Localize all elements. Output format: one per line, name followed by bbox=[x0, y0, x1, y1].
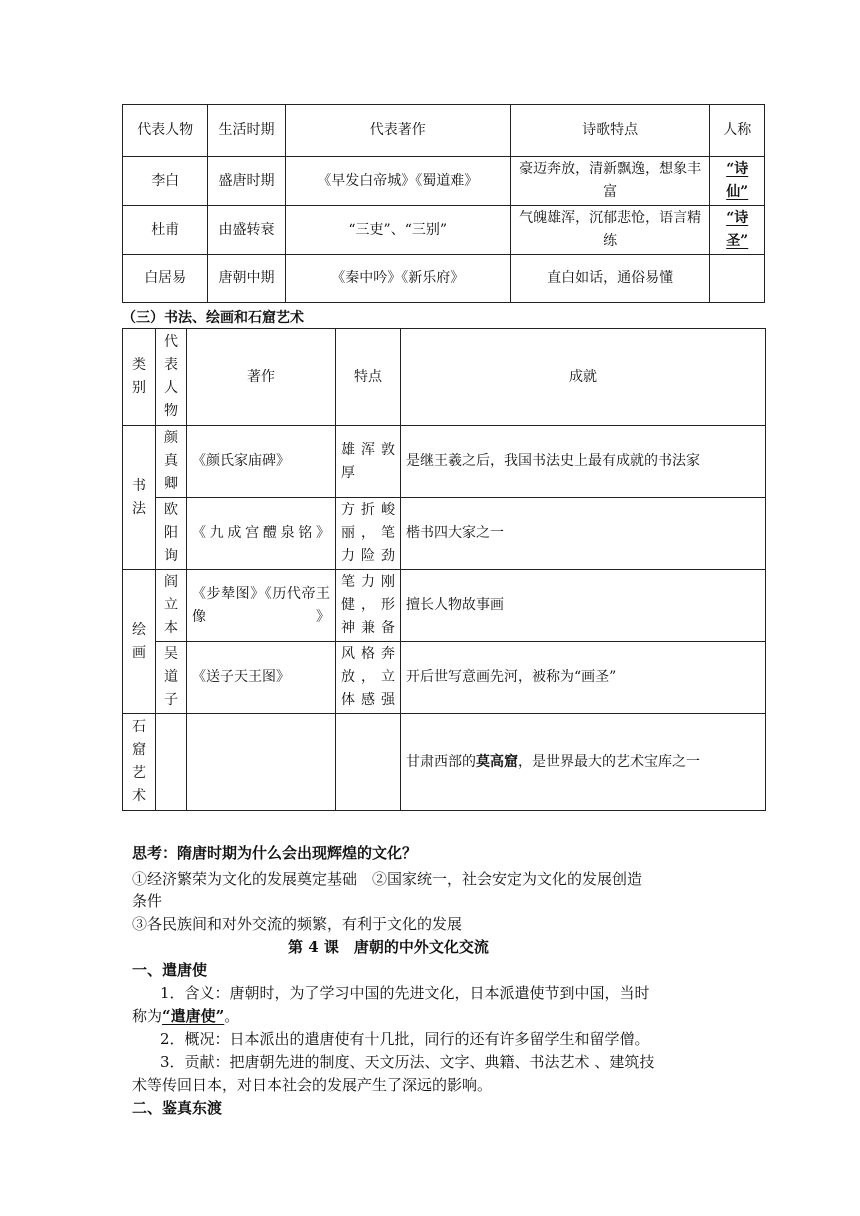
category-calligraphy: 书法 bbox=[123, 426, 156, 570]
poet-title: “诗仙” bbox=[710, 157, 765, 206]
paragraph: 3．贡献：把唐朝先进的制度、天文历法、文字、典籍、书法艺术 、建筑技 bbox=[160, 1053, 655, 1071]
art-feature: 雄浑敦厚 bbox=[336, 426, 401, 498]
header-achievement: 成就 bbox=[401, 329, 766, 426]
category-grotto: 石窟艺术 bbox=[123, 714, 156, 811]
poet-feature: 豪迈奔放，清新飘逸，想象丰富 bbox=[510, 157, 710, 206]
poet-works: 《早发白帝城》《蜀道难》 bbox=[285, 157, 510, 206]
section-heading: （三）书法、绘画和石窟艺术 bbox=[122, 310, 304, 326]
term-highlight: “遣唐使” bbox=[162, 1007, 225, 1025]
header-work: 著作 bbox=[187, 329, 336, 426]
poet-feature: 直白如话，通俗易懂 bbox=[510, 255, 710, 303]
empty-cell bbox=[187, 714, 336, 811]
art-work: 《颜氏家庙碑》 bbox=[187, 426, 336, 498]
header-category: 类别 bbox=[123, 329, 156, 426]
think-line-1: ①经济繁荣为文化的发展奠定基础 ②国家统一，社会安定为文化的发展创造 bbox=[132, 870, 643, 888]
lesson-title: 第 4 课 唐朝的中外文化交流 bbox=[288, 938, 489, 956]
table-row bbox=[123, 714, 766, 811]
poet-works: 《秦中吟》《新乐府》 bbox=[285, 255, 510, 303]
poet-period: 由盛转衰 bbox=[208, 206, 285, 255]
poet-name: 杜甫 bbox=[123, 206, 208, 255]
table-row bbox=[123, 206, 765, 255]
grotto-achievement: 甘肃西部的莫高窟，是世界最大的艺术宝库之一 bbox=[401, 714, 766, 811]
table-row bbox=[123, 426, 766, 498]
section-heading: 一、遣唐使 bbox=[132, 961, 208, 979]
header-works: 代表著作 bbox=[285, 105, 510, 157]
poet-period: 盛唐时期 bbox=[208, 157, 285, 206]
header-title: 人称 bbox=[710, 105, 765, 157]
poet-title bbox=[710, 255, 765, 303]
empty-cell bbox=[156, 714, 187, 811]
header-person: 代表人物 bbox=[123, 105, 208, 157]
art-person: 阎立本 bbox=[156, 570, 187, 642]
art-work: 《送子天王图》 bbox=[187, 642, 336, 714]
poet-name: 白居易 bbox=[123, 255, 208, 303]
header-period: 生活时期 bbox=[208, 105, 285, 157]
art-achievement: 开后世写意画先河，被称为“画圣” bbox=[401, 642, 766, 714]
table-row bbox=[123, 157, 765, 206]
art-achievement: 楷书四大家之一 bbox=[401, 498, 766, 570]
think-question: 思考：隋唐时期为什么会出现辉煌的文化？ bbox=[132, 844, 418, 862]
art-feature: 风格奔放，立体感强 bbox=[336, 642, 401, 714]
table-row bbox=[123, 570, 766, 642]
art-person: 颜真卿 bbox=[156, 426, 187, 498]
header-feature: 特点 bbox=[336, 329, 401, 426]
art-work: 《步辇图》《历代帝王像》 bbox=[187, 570, 336, 642]
table-row bbox=[123, 498, 766, 570]
art-work: 《九成宫醴泉铭》 bbox=[187, 498, 336, 570]
poet-period: 唐朝中期 bbox=[208, 255, 285, 303]
arts-table bbox=[122, 328, 766, 811]
art-feature: 笔力刚健，形神兼备 bbox=[336, 570, 401, 642]
paragraph: 1．含义：唐朝时，为了学习中国的先进文化，日本派遣使节到中国，当时 bbox=[160, 984, 650, 1002]
art-achievement: 擅长人物故事画 bbox=[401, 570, 766, 642]
paragraph: 术等传回日本，对日本社会的发展产生了深远的影响。 bbox=[132, 1076, 493, 1094]
art-achievement: 是继王羲之后，我国书法史上最有成就的书法家 bbox=[401, 426, 766, 498]
poets-table bbox=[122, 104, 765, 303]
paragraph: 称为“遣唐使”。 bbox=[132, 1007, 240, 1025]
header-feature: 诗歌特点 bbox=[510, 105, 710, 157]
think-line-3: ③各民族间和对外交流的频繁，有利于文化的发展 bbox=[132, 915, 463, 933]
art-person: 吴道子 bbox=[156, 642, 187, 714]
think-line-2: 条件 bbox=[132, 892, 163, 910]
poet-name: 李白 bbox=[123, 157, 208, 206]
mogao-highlight: 莫高窟 bbox=[476, 753, 518, 770]
empty-cell bbox=[336, 714, 401, 811]
poet-works: “三吏”、“三别” bbox=[285, 206, 510, 255]
art-feature: 方折峻丽，笔力险劲 bbox=[336, 498, 401, 570]
category-painting: 绘画 bbox=[123, 570, 156, 714]
poet-title: “诗圣” bbox=[710, 206, 765, 255]
paragraph: 2．概况：日本派出的遣唐使有十几批，同行的还有许多留学生和留学僧。 bbox=[160, 1030, 650, 1048]
table-row bbox=[123, 255, 765, 303]
header-person: 代表人物 bbox=[156, 329, 187, 426]
art-person: 欧阳询 bbox=[156, 498, 187, 570]
poet-feature: 气魄雄浑，沉郁悲怆，语言精练 bbox=[510, 206, 710, 255]
table-row bbox=[123, 642, 766, 714]
section-heading: 二、鉴真东渡 bbox=[132, 1099, 223, 1117]
